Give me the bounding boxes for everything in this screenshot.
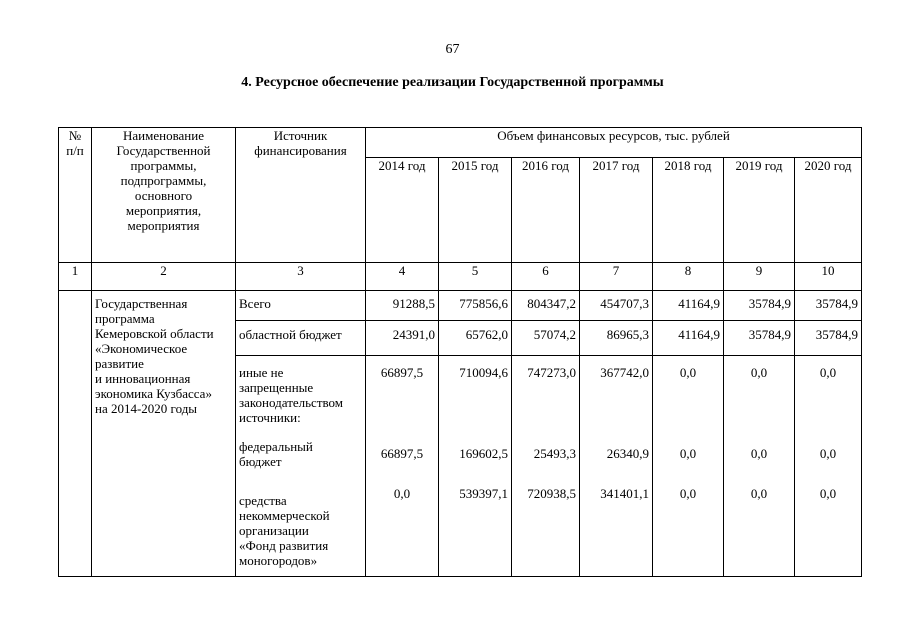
column-number: 2 — [92, 263, 236, 291]
source-cell: областной бюджет — [236, 321, 366, 356]
value-cell: 41164,9 — [653, 291, 724, 321]
header-num: № п/п — [59, 128, 92, 263]
column-number: 1 — [59, 263, 92, 291]
program-name: Государственная программа Кемеровской области «Экономическое развитие и инновационная экономика Кузбасса» на 2014-2020 годы — [92, 291, 236, 577]
header-year: 2020 год — [795, 158, 862, 263]
value-cell: 35784,9 — [724, 291, 795, 321]
source-federal-label: федеральный бюджет — [239, 439, 313, 469]
column-number: 9 — [724, 263, 795, 291]
header-year: 2018 год — [653, 158, 724, 263]
value-cell: 35784,9 — [724, 321, 795, 356]
source-fund-label: средства некоммерческой организации «Фонд развития моногородов» — [239, 493, 330, 568]
value-cell: 91288,5 — [366, 291, 439, 321]
header-year: 2019 год — [724, 158, 795, 263]
column-number: 3 — [236, 263, 366, 291]
header-name: Наименование Государственной программы, подпрограммы, основного мероприятия, мероприятия — [92, 128, 236, 263]
header-year: 2017 год — [580, 158, 653, 263]
value-cell: 35784,9 — [795, 291, 862, 321]
page-number: 67 — [445, 42, 460, 57]
column-number: 5 — [439, 263, 512, 291]
column-number: 6 — [512, 263, 580, 291]
value-cell: 0,0 0,0 0,0 — [795, 356, 862, 577]
value-cell: 454707,3 — [580, 291, 653, 321]
header-year: 2014 год — [366, 158, 439, 263]
value-cell: 57074,2 — [512, 321, 580, 356]
value-cell: 24391,0 — [366, 321, 439, 356]
source-other-label: иные не запрещенные законодательством источники: — [239, 365, 344, 425]
header-year: 2016 год — [512, 158, 580, 263]
column-number: 7 — [580, 263, 653, 291]
resource-table — [58, 127, 862, 577]
value-cell: 710094,6 169602,5 539397,1 — [439, 356, 512, 577]
value-cell: 0,0 0,0 0,0 — [653, 356, 724, 577]
value-cell: 747273,0 25493,3 720938,5 — [512, 356, 580, 577]
section-heading: 4. Ресурсное обеспечение реализации Государственной программы — [241, 75, 664, 90]
header-source: Источник финансирования — [236, 128, 366, 263]
column-number: 10 — [795, 263, 862, 291]
value-cell: 65762,0 — [439, 321, 512, 356]
source-cell — [236, 356, 366, 577]
value-cell: 0,0 0,0 0,0 — [724, 356, 795, 577]
header-volume: Объем финансовых ресурсов, тыс. рублей — [366, 128, 862, 158]
row-number-cell — [59, 291, 92, 577]
source-cell: Всего — [236, 291, 366, 321]
column-number: 4 — [366, 263, 439, 291]
value-cell: 804347,2 — [512, 291, 580, 321]
value-cell: 775856,6 — [439, 291, 512, 321]
value-cell: 367742,0 26340,9 341401,1 — [580, 356, 653, 577]
column-number: 8 — [653, 263, 724, 291]
value-cell: 35784,9 — [795, 321, 862, 356]
header-year: 2015 год — [439, 158, 512, 263]
value-cell: 66897,5 66897,5 0,0 — [366, 356, 439, 577]
value-cell: 86965,3 — [580, 321, 653, 356]
value-cell: 41164,9 — [653, 321, 724, 356]
table-row — [59, 291, 862, 321]
